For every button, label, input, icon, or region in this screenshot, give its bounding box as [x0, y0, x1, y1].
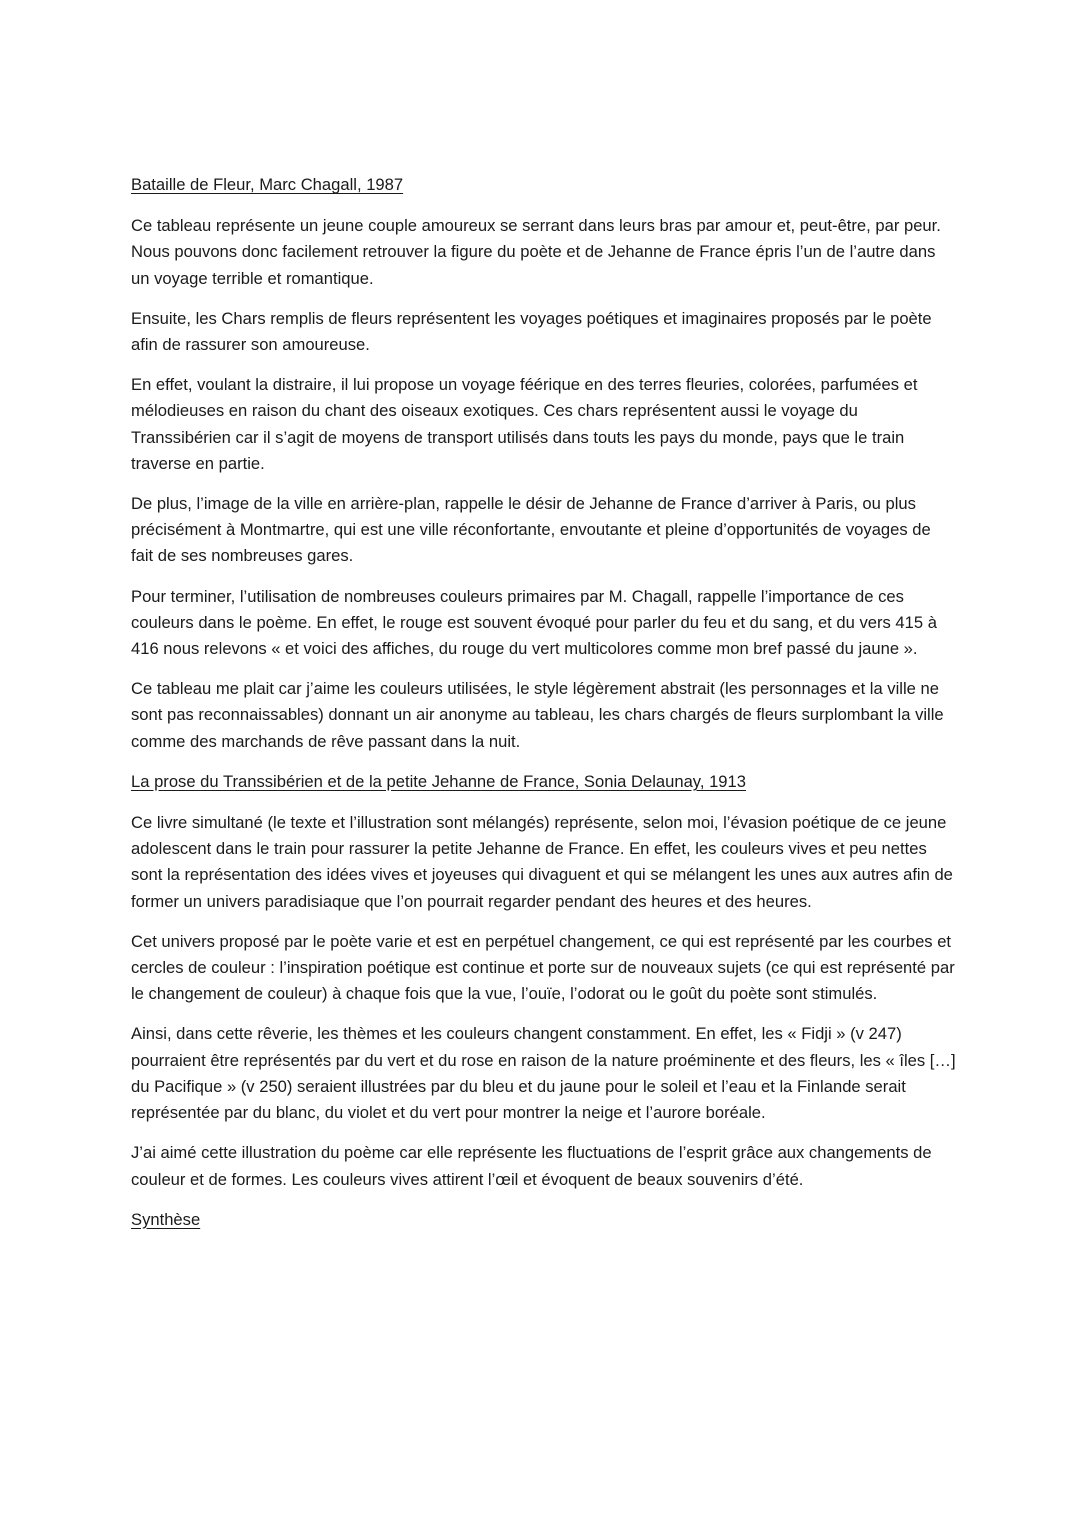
paragraph: Ce livre simultané (le texte et l’illustration sont mélangés) représente, selon moi, l’évasion poétique de ce jeune adolescent dans le train pour rassurer la petite Jehanne de France. En effet, les couleurs vives et peu nettes sont la représentation des idées vives et joyeuses qui divaguent et qui se mélangent les unes aux autres afin de former un univers paradisiaque que l’on pourrait regarder pendant des heures et des heures.	[131, 813, 953, 911]
paragraph: En effet, voulant la distraire, il lui propose un voyage féérique en des terres fleuries, colorées, parfumées et mélodieuses en raison du chant des oiseaux exotiques. Ces chars représentent aussi le voyage du Transsibérien car il s’agit de moyens de transport utilisés dans touts les pays du monde, pays que le train traverse en partie.	[131, 375, 918, 473]
paragraph: J’ai aimé cette illustration du poème car elle représente les fluctuations de l’esprit grâce aux changements de couleur et de formes. Les couleurs vives attirent l’œil et évoquent de beaux souvenirs d’été.	[131, 1143, 932, 1189]
section-heading-delaunay: La prose du Transsibérien et de la petite Jehanne de France, Sonia Delaunay, 1913	[131, 771, 746, 791]
paragraph: Pour terminer, l’utilisation de nombreuses couleurs primaires par M. Chagall, rappelle l’importance de ces couleurs dans le poème. En effet, le rouge est souvent évoqué pour parler du feu et du sang, et du vers 415 à 416 nous relevons « et voici des affiches, du rouge du vert multicolores comme mon bref passé du jaune ».	[131, 586, 937, 659]
paragraph: Ce tableau représente un jeune couple amoureux se serrant dans leurs bras par amour et, peut-être, par peur. Nous pouvons donc facilement retrouver la figure du poète et de Jehanne de France épris l’un de l’autre dans un voyage terrible et romantique.	[131, 216, 941, 288]
document-page	[131, 172, 957, 1248]
section-heading-chagall: Bataille de Fleur, Marc Chagall, 1987	[131, 175, 404, 194]
paragraph: Cet univers proposé par le poète varie et est en perpétuel changement, ce qui est représenté par les courbes et cercles de couleur : l’inspiration poétique est continue et porte sur de nouveaux sujets (ce qui est représenté par le changement de couleur) à chaque fois que la vue, l’ouïe, l’odorat ou le goût du poète sont stimulés.	[131, 931, 955, 1004]
paragraph: Ensuite, les Chars remplis de fleurs représentent les voyages poétiques et imaginaires proposés par le poète afin de rassurer son amoureuse.	[131, 308, 932, 355]
paragraph: Ce tableau me plait car j’aime les couleurs utilisées, le style légèrement abstrait (les personnages et la ville ne sont pas reconnaissables) donnant un air anonyme au tableau, les chars chargés de fleurs surplombant la ville comme des marchands de rêve passant dans la nuit.	[131, 679, 944, 751]
paragraph: De plus, l’image de la ville en arrière-plan, rappelle le désir de Jehanne de France d’arriver à Paris, ou plus précisément à Montmartre, qui est une ville réconfortante, envoutante et pleine d’opportunités de voyages de fait de ses nombreuses gares.	[131, 494, 931, 566]
paragraph: Ainsi, dans cette rêverie, les thèmes et les couleurs changent constamment. En effet, les « Fidji » (v 247) pourraient être représentés par du vert et du rose en raison de la nature proéminente et des fleurs, les « îles […] du Pacifique » (v 250) seraient illustrées par du bleu et du jaune pour le soleil et l’eau et la Finlande serait représentée par du blanc, du violet et du vert pour montrer la neige et l’aurore boréale.	[131, 1024, 956, 1123]
section-heading-synthese: Synthèse	[131, 1209, 201, 1229]
